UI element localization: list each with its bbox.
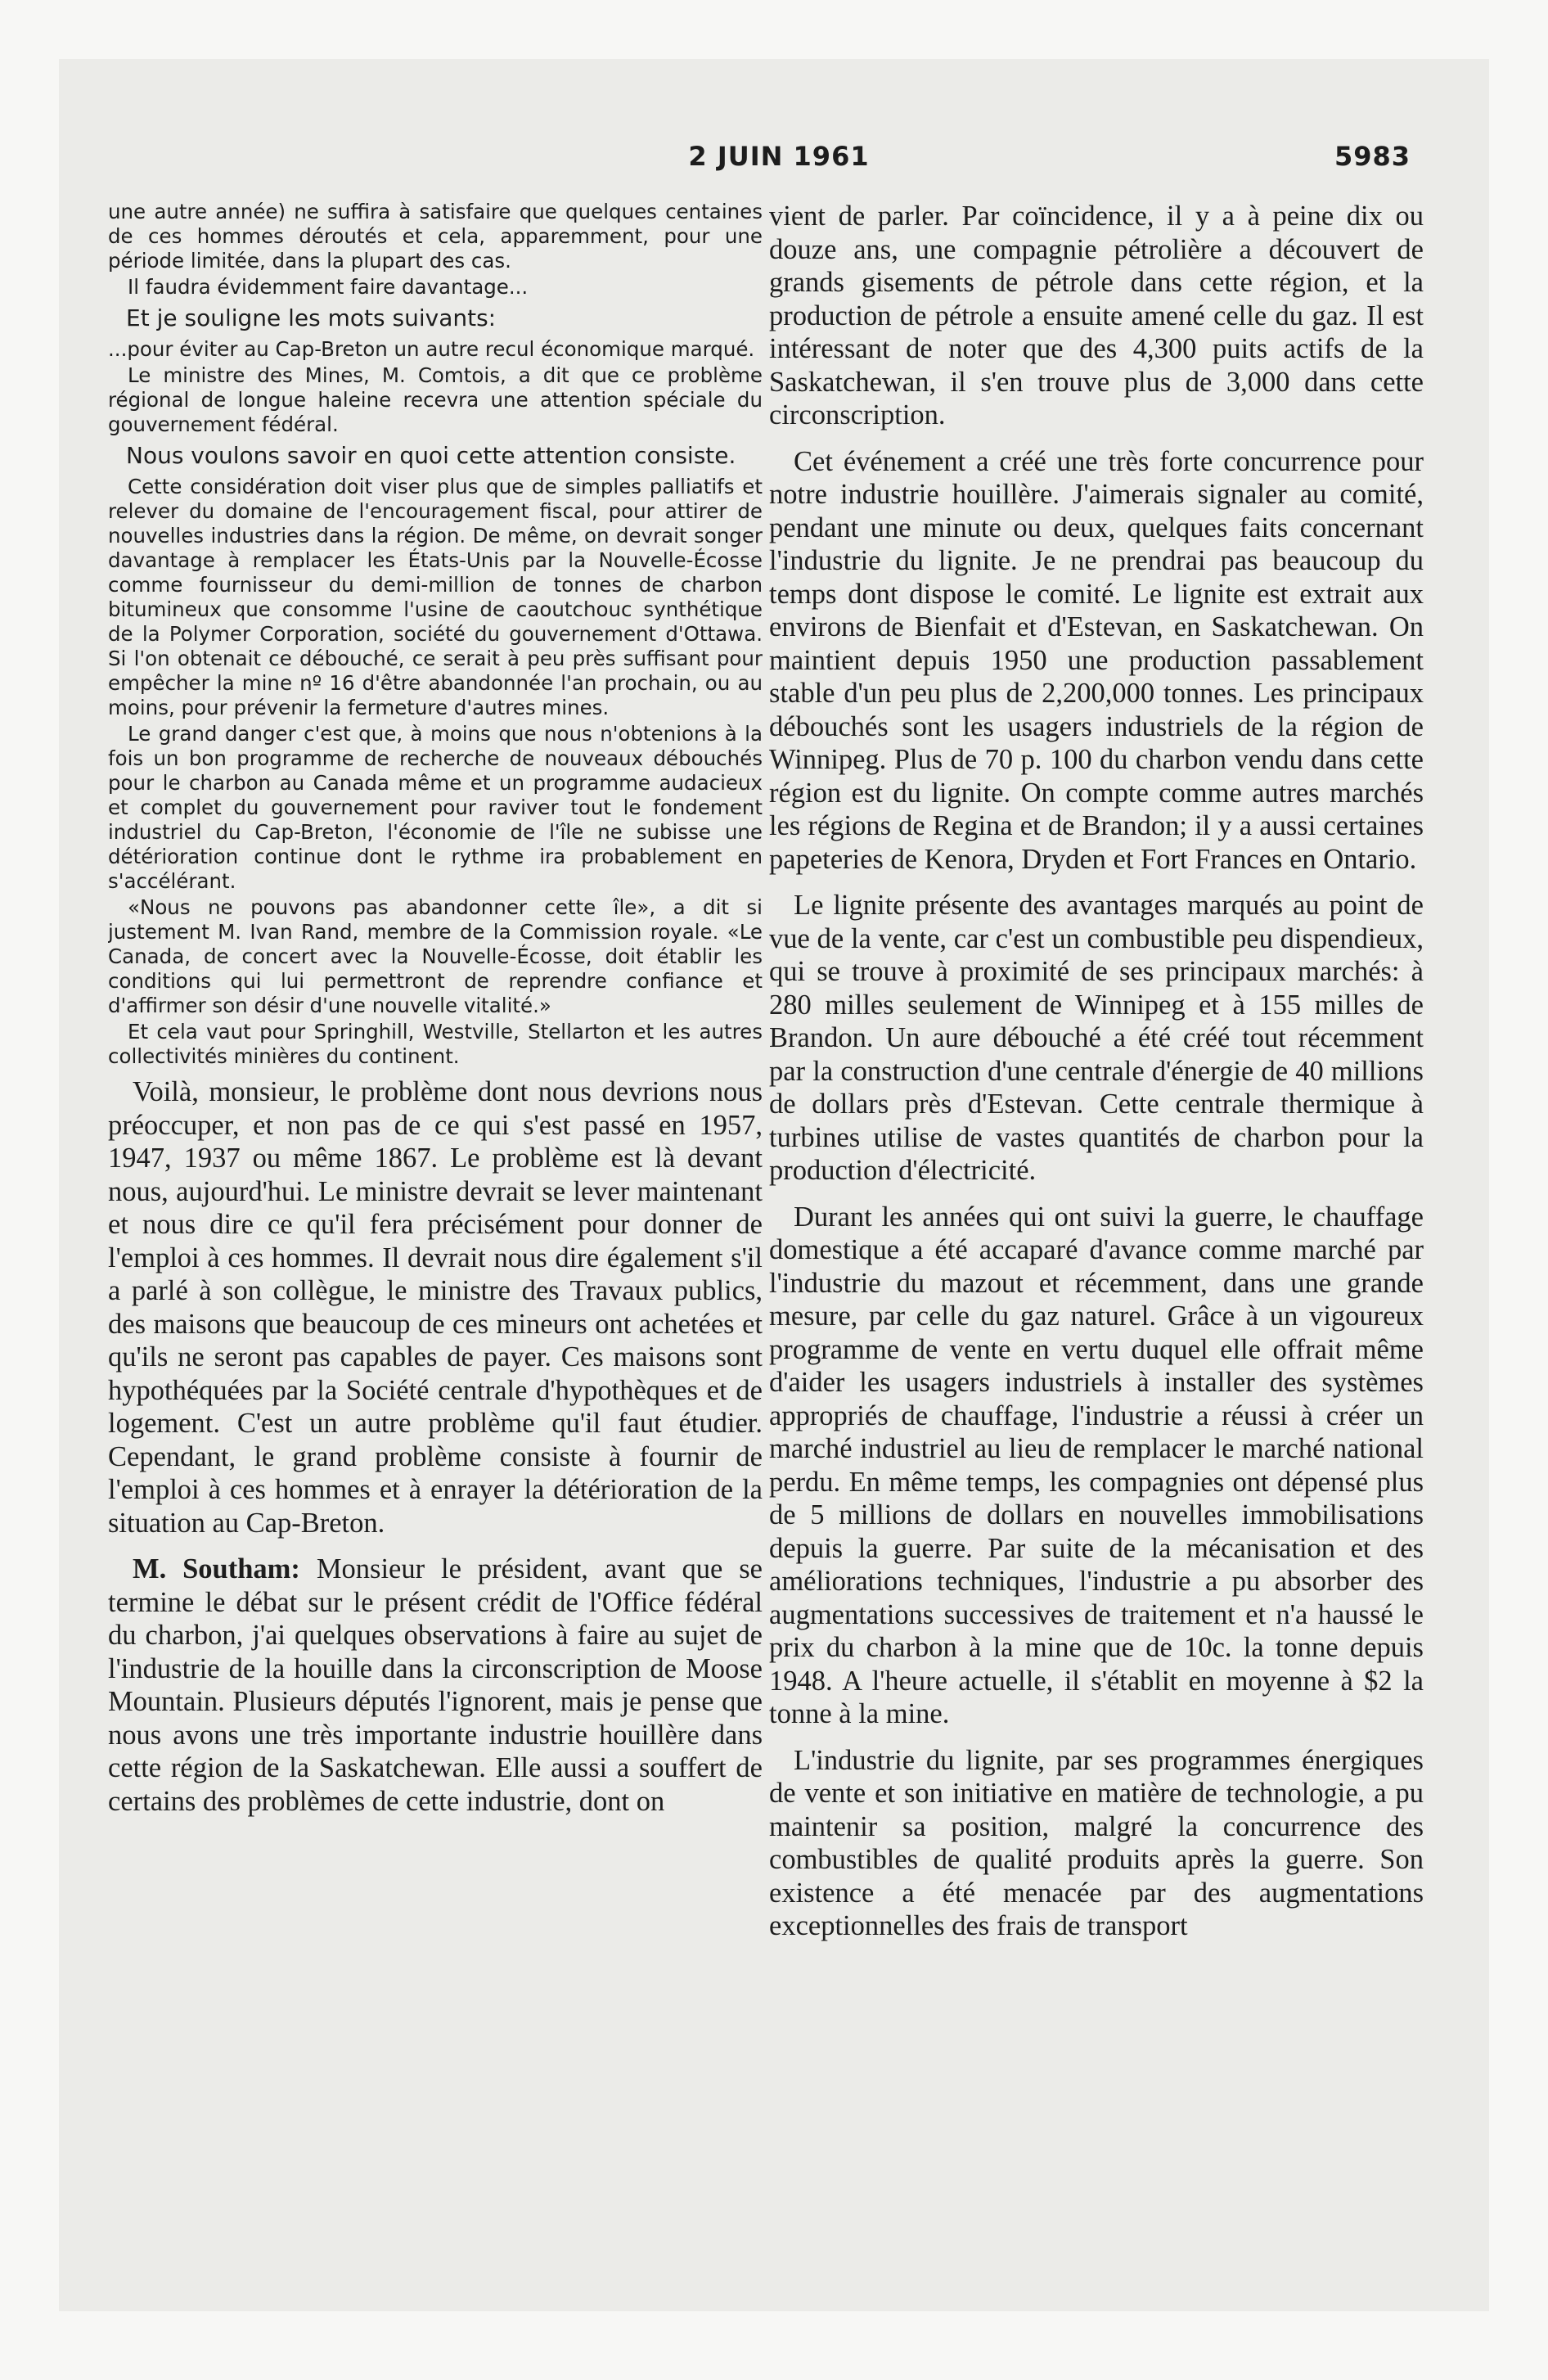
paragraph: L'industrie du lignite, par ses programmes énergiques de vente et son initiative en matière de technologie, a pu maintenir sa position, malgré la concurrence des combustibles de qualité produits après la guerre. Son existence a été menacée par des augmentations exceptionnelles des frais de transport: [769, 1744, 1424, 1941]
page-number: 5983: [1334, 141, 1411, 172]
quote-paragraph: ...pour éviter au Cap-Breton un autre recul économique marqué.: [108, 337, 755, 361]
right-column: [769, 200, 1424, 2311]
quote-paragraph: «Nous ne pouvons pas abandonner cette île», a dit si justement M. Ivan Rand, membre de la Commission royale. «Le Canada, de concert avec la Nouvelle-Écosse, doit établir les conditions qui lui permettront de reprendre confiance et d'affirmer son désir d'une nouvelle vitalité.»: [108, 895, 763, 1017]
left-column: [108, 200, 763, 2311]
page-header: [59, 141, 1489, 190]
quote-paragraph: Le ministre des Mines, M. Comtois, a dit que ce problème régional de longue haleine recevra une attention spéciale du gouvernement fédéral.: [108, 363, 763, 436]
paragraph: Durant les années qui ont suivi la guerre, le chauffage domestique a été accaparé d'avance comme marché par l'industrie du mazout et récemment, dans une grande mesure, par celle du gaz naturel. Grâce à un vigoureux programme de vente en vertu duquel elle offrait même d'aider les usagers industriels à installer des systèmes appropriés de chauffage, l'industrie a réussi à créer un marché industriel au lieu de remplacer le marché national perdu. En même temps, les compagnies ont dépensé plus de 5 millions de dollars en nouvelles immobilisations depuis la guerre. Par suite de la mécanisation et des améliorations techniques, l'industrie a pu absorber des augmentations successives de traitement et n'a haussé le prix du charbon à la mine que de 10c. la tonne depuis 1948. A l'heure actuelle, il s'établit en moyenne à $2 la tonne à la mine.: [769, 1201, 1424, 1729]
quote-paragraph: Cette considération doit viser plus que de simples palliatifs et relever du domaine de l'encouragement fiscal, pour attirer de nouvelles industries dans la région. De même, on devrait songer davantage à remplacer les États-Unis par la Nouvelle-Écosse comme fournisseur du demi-million de tonnes de charbon bitumineux que consomme l'usine de caoutchouc synthétique de la Polymer Corporation, société du gouvernement d'Ottawa. Si l'on obtenait ce débouché, ce serait à peu près suffisant pour empêcher la mine nº 16 d'être abandonnée l'an prochain, ou au moins, pour prévenir la fermeture d'autres mines.: [108, 475, 763, 719]
quote-paragraph: Le grand danger c'est que, à moins que nous n'obtenions à la fois un bon programme de recherche de nouveaux débouchés pour le charbon au Canada même et un programme audacieux et complet du gouvernement pour raviver tout le fondement industriel du Cap-Breton, l'économie de l'île ne subisse une détérioration continue dont le rythme ira probablement en s'accélérant.: [108, 722, 763, 893]
speaker-paragraph: [108, 1553, 763, 1818]
paragraph: Nous voulons savoir en quoi cette attention consiste.: [126, 442, 736, 469]
header-date: 2 JUIN 1961: [688, 141, 870, 172]
paragraph: Voilà, monsieur, le problème dont nous devrions nous préoccuper, et non pas de ce qui s'est passé en 1957, 1947, 1937 ou même 1867. Le problème est là devant nous, aujourd'hui. Le ministre devrait se lever maintenant et nous dire ce qu'il fera précisément pour donner de l'emploi à ces hommes. Il devrait nous dire également s'il a parlé à son collègue, le ministre des Travaux publics, des maisons que beaucoup de ces mineurs ont achetées et qu'ils ne seront pas capables de payer. Ces maisons sont hypothéquées par la Société centrale d'hypothèques et de logement. C'est un autre problème qu'il faut étudier. Cependant, le grand problème consiste à fournir de l'emploi à ces hommes et à enrayer la détérioration de la situation au Cap-Breton.: [108, 1076, 763, 1539]
speaker-text: Monsieur le président, avant que se termine le débat sur le présent crédit de l'Office fédéral du charbon, j'ai quelques observations à faire au sujet de l'industrie de la houille dans la circonscription de Moose Mountain. Plusieurs députés l'ignorent, mais je pense que nous avons une très importante industrie houillère dans cette région de la Saskatchewan. Elle aussi a souffert de certains des problèmes de cette industrie, dont on: [108, 1553, 763, 1817]
paragraph: Cet événement a créé une très forte concurrence pour notre industrie houillère. J'aimerais signaler au comité, pendant une minute ou deux, quelques faits concernant l'industrie du lignite. Je ne prendrai pas beaucoup du temps dont dispose le comité. Le lignite est extrait aux environs de Bienfait et d'Estevan, en Saskatchewan. On maintient depuis 1950 une production passablement stable d'un peu plus de 2,200,000 tonnes. Les principaux débouchés sont les usagers industriels de la région de Winnipeg. Plus de 70 p. 100 du charbon vendu dans cette région est du lignite. On compte comme autres marchés les régions de Regina et de Brandon; il y a aussi certaines papeteries de Kenora, Dryden et Fort Frances en Ontario.: [769, 445, 1424, 875]
speaker-name: M. Southam:: [133, 1553, 300, 1584]
document-page: [59, 59, 1489, 2311]
paragraph: Et je souligne les mots suivants:: [126, 304, 497, 331]
paragraph: Le lignite présente des avantages marqués au point de vue de la vente, car c'est un combustible peu dispendieux, qui se trouve à proximité de ses principaux marchés: à 280 milles seulement de Winnipeg et à 155 milles de Brandon. Un aure débouché a été créé tout récemment par la construction d'une centrale d'énergie de 40 millions de dollars près d'Estevan. Cette centrale thermique à turbines utilise de vastes quantités de charbon pour la production d'électricité.: [769, 890, 1424, 1186]
paragraph: vient de parler. Par coïncidence, il y a à peine dix ou douze ans, une compagnie pétrolière a découvert de grands gisements de pétrole dans cette région, et la production de pétrole a ensuite amené celle du gaz. Il est intéressant de noter que des 4,300 puits actifs de la Saskatchewan, il s'en trouve plus de 3,000 dans cette circonscription.: [769, 201, 1424, 430]
paragraph: une autre année) ne suffira à satisfaire que quelques centaines de ces hommes déroutés et cela, apparemment, pour une période limitée, dans la plupart des cas.: [108, 200, 763, 273]
paragraph: Il faudra évidemment faire davantage...: [128, 275, 529, 299]
quote-paragraph: Et cela vaut pour Springhill, Westville, Stellarton et les autres collectivités minières du continent.: [108, 1020, 763, 1068]
